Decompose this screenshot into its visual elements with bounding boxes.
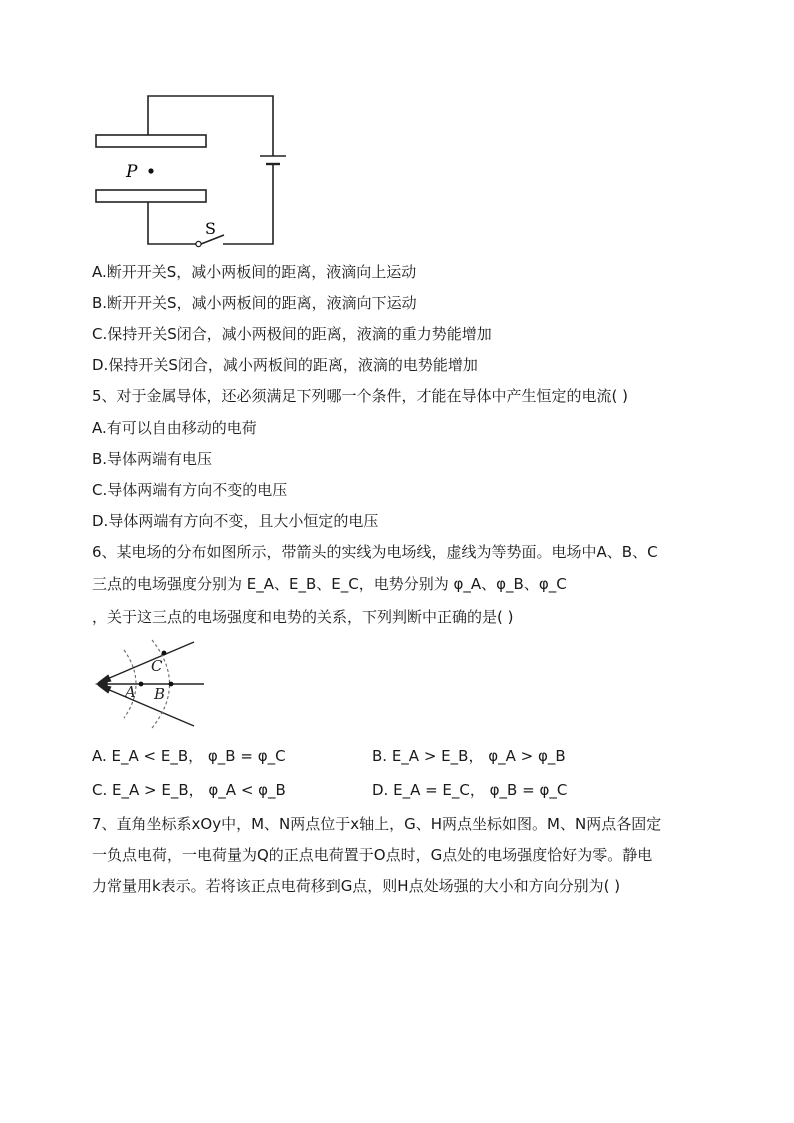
q4-option-d: D.保持开关S闭合，减小两板间的距离，液滴的电势能增加 [92,356,478,374]
label-P: P [126,162,138,182]
droplet-P [148,168,153,173]
q6-stem-line3: ，关于这三点的电场强度和电势的关系，下列判断中正确的是( ) [92,608,514,626]
q6-option-c: C. E_A > E_B， φ_A < φ_B [92,781,286,799]
q6-option-b: B. E_A > E_B， φ_A > φ_B [372,747,566,765]
field-line-upper [100,642,194,682]
bottom-wire [148,202,196,244]
arrow-lower [98,685,111,693]
q5-stem: 5、对于金属导体，还必须满足下列哪一个条件，才能在导体中产生恒定的电流( ) [92,387,629,405]
top-plate [96,135,206,147]
label-C: C [151,657,163,675]
q7-line3: 力常量用k表示。若将该正点电荷移到G点，则H点处场强的大小和方向分别为( ) [92,877,621,895]
q5-option-b: B.导体两端有电压 [92,450,213,468]
q5-option-c: C.导体两端有方向不变的电压 [92,481,288,499]
q4-option-b: B.断开开关S，减小两板间的距离，液滴向下运动 [92,294,417,312]
point-B [169,682,174,687]
q7-line2: 一负点电荷，一电荷量为Q的正点电荷置于O点时，G点处的电场强度恰好为零。静电 [92,846,653,864]
bottom-plate [96,190,206,202]
label-S: S [205,219,216,238]
point-A [139,682,144,687]
q4-option-a: A.断开开关S，减小两板间的距离，液滴向上运动 [92,263,417,281]
q6-option-d: D. E_A = E_C， φ_B = φ_C [372,781,568,799]
label-A: A [125,683,136,701]
electric-field-diagram [92,636,212,732]
q5-option-d: D.导体两端有方向不变，且大小恒定的电压 [92,512,379,530]
label-B: B [154,685,166,703]
point-C [162,651,167,656]
q6-option-a: A. E_A < E_B， φ_B = φ_C [92,747,286,765]
q5-option-a: A.有可以自由移动的电荷 [92,419,257,437]
q4-option-c: C.保持开关S闭合，减小两极间的距离，液滴的重力势能增加 [92,325,492,343]
switch-pivot [196,241,201,246]
right-wire [223,164,273,244]
capacitor-circuit-diagram [90,90,290,255]
q7-line1: 7、直角坐标系xOy中，M、N两点位于x轴上，G、H两点坐标如图。M、N两点各固定 [92,815,662,833]
q6-stem-line2: 三点的电场强度分别为 E_A、E_B、E_C，电势分别为 φ_A、φ_B、φ_C [92,575,567,593]
field-line-lower [100,686,194,726]
q6-stem-line1: 6、某电场的分布如图所示，带箭头的实线为电场线，虚线为等势面。电场中A、B、C [92,543,658,561]
